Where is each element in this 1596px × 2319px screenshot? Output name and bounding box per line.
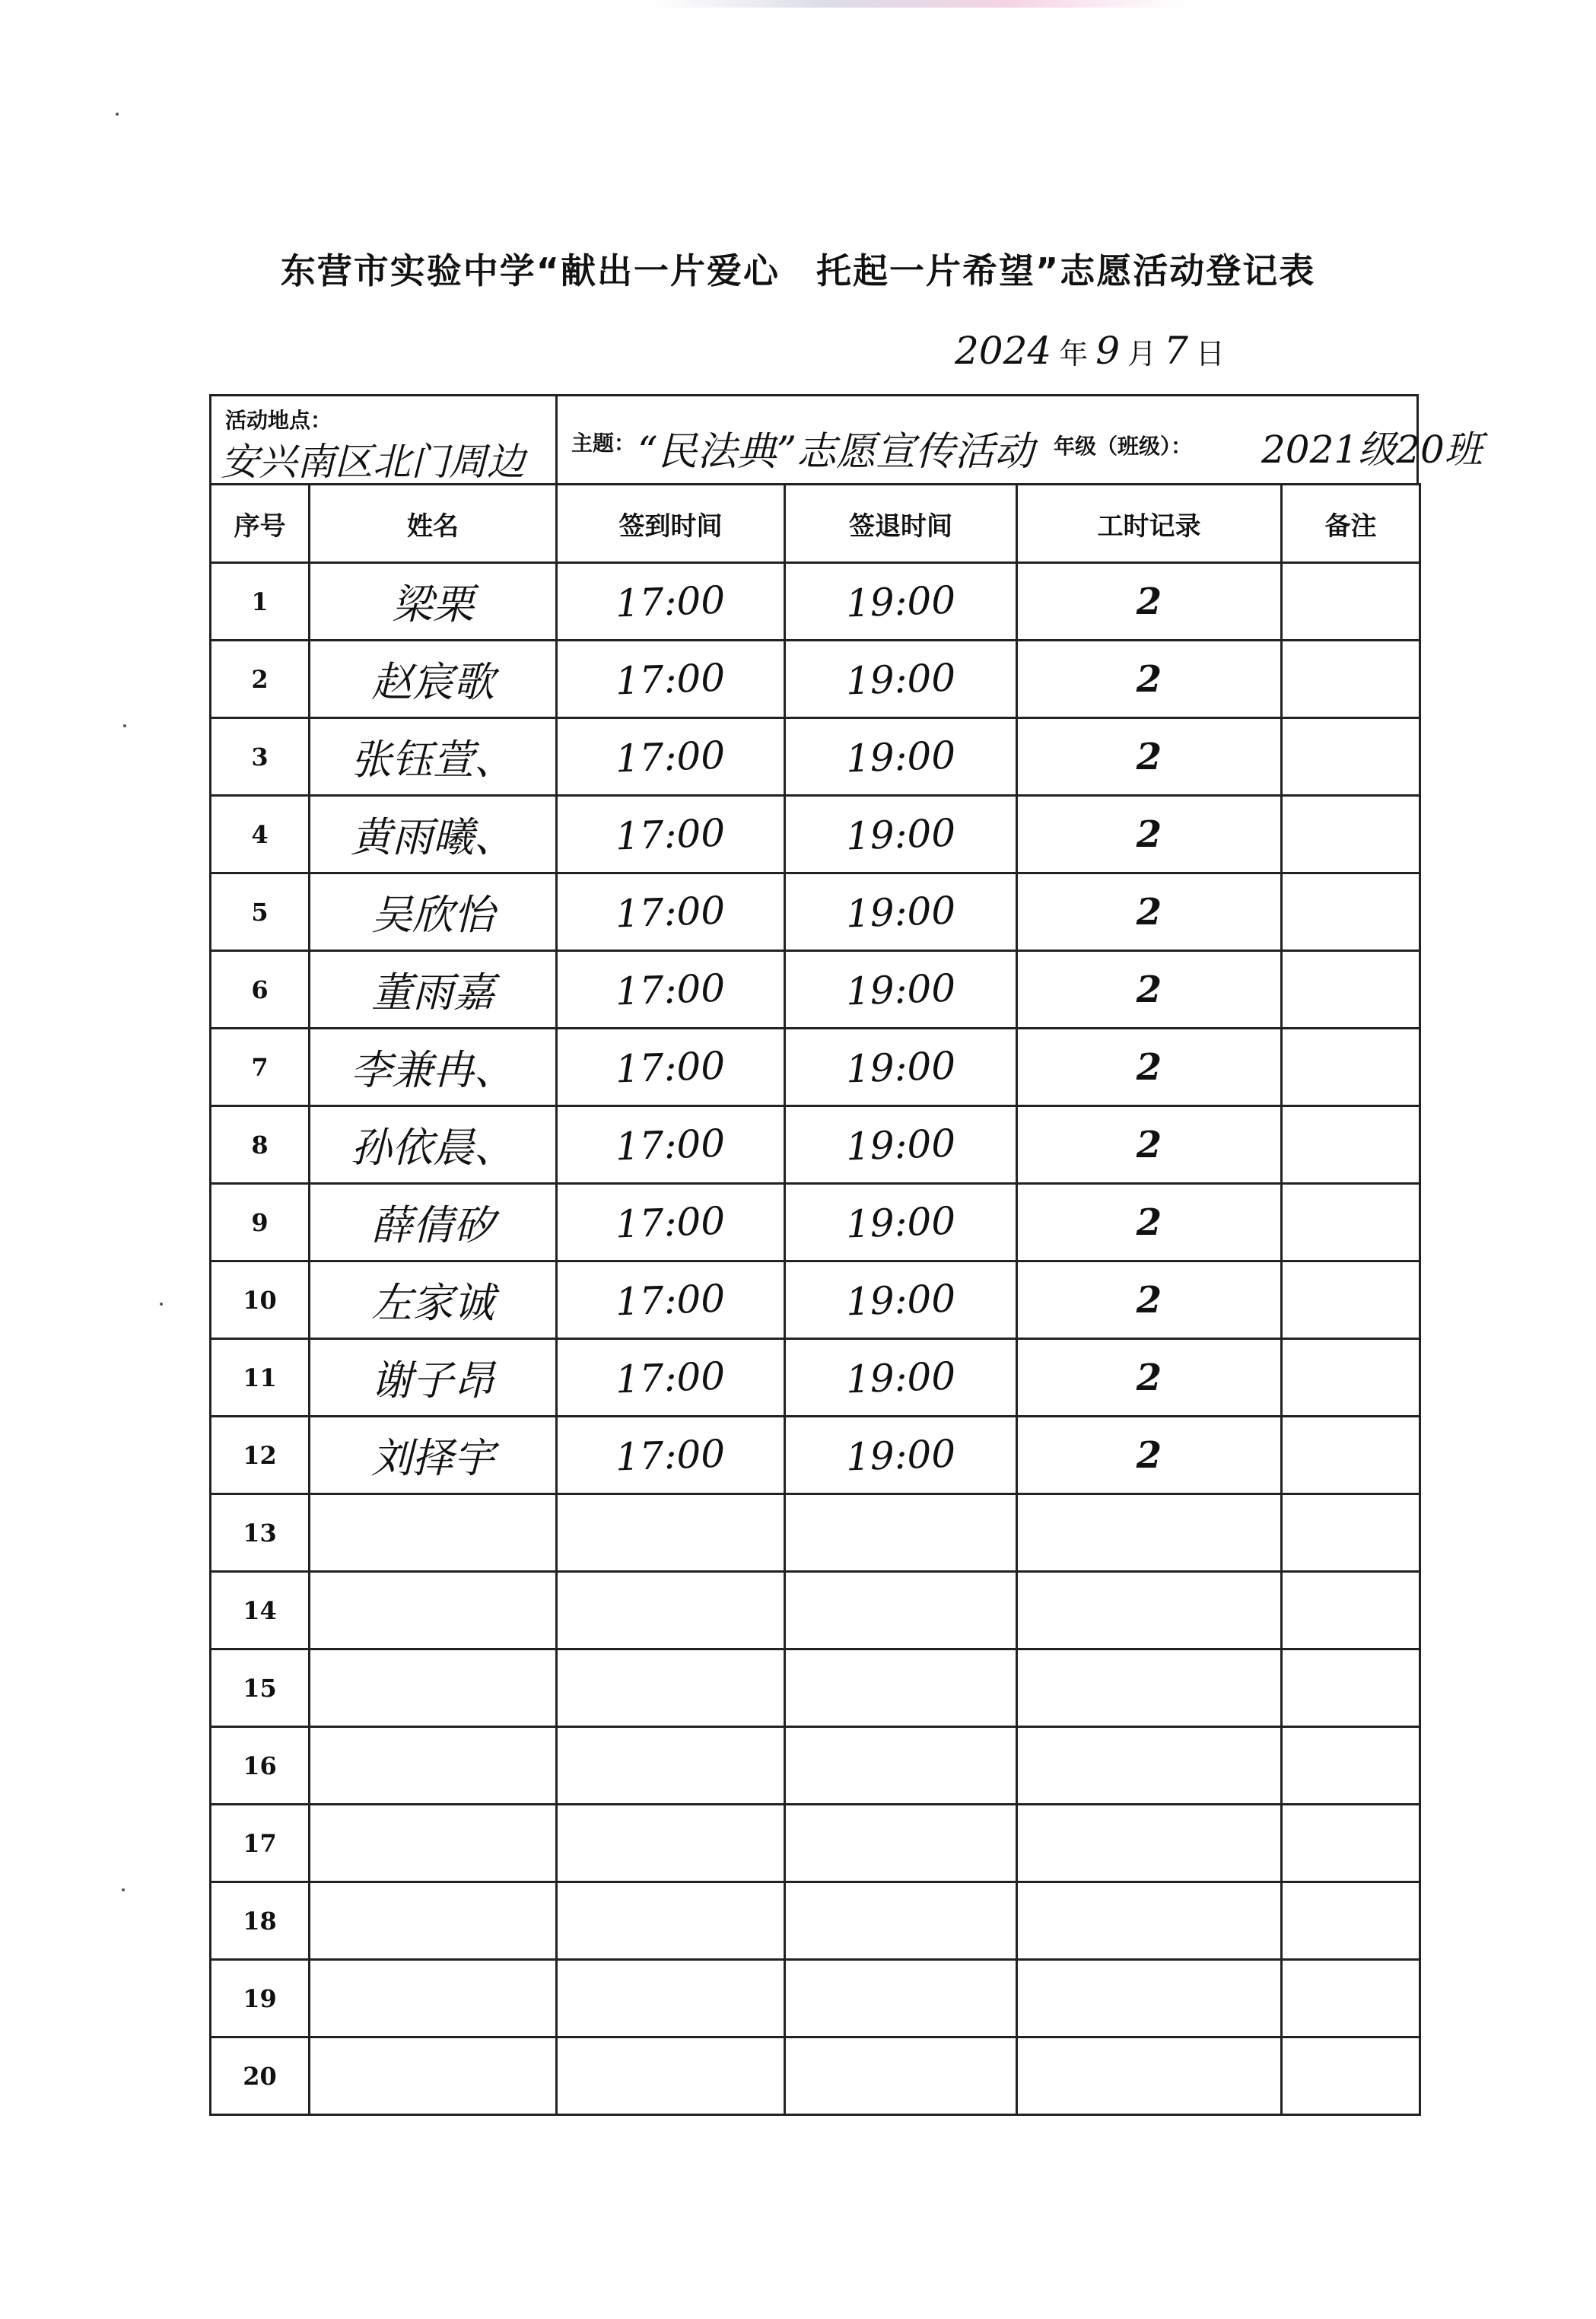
volunteer-name: 黄雨曦、 bbox=[310, 796, 557, 873]
hours-record: 2 bbox=[1017, 951, 1282, 1029]
sign-in-time bbox=[557, 563, 785, 641]
sign-in-time-text: 17:00 bbox=[615, 655, 726, 703]
sign-in-time bbox=[557, 1417, 785, 1494]
hours-record: 2 bbox=[1017, 641, 1282, 718]
sign-in-time bbox=[557, 1649, 785, 1727]
sign-out-time bbox=[785, 873, 1017, 951]
notes-cell bbox=[1282, 796, 1420, 873]
sign-out-time bbox=[785, 951, 1017, 1029]
row-number: 5 bbox=[211, 873, 310, 951]
row-number: 15 bbox=[211, 1649, 310, 1727]
row-number: 20 bbox=[211, 2037, 310, 2115]
date-month: 9 bbox=[1095, 329, 1121, 373]
sign-in-time-text: 17:00 bbox=[615, 1043, 726, 1091]
table-row bbox=[211, 1882, 1420, 1960]
sign-in-time bbox=[557, 1261, 785, 1339]
table-row bbox=[211, 951, 1420, 1029]
volunteer-name bbox=[310, 1649, 557, 1727]
table-row bbox=[211, 1572, 1420, 1649]
row-number: 9 bbox=[211, 1184, 310, 1261]
row-number: 18 bbox=[211, 1882, 310, 1960]
volunteer-name bbox=[310, 1727, 557, 1805]
sign-out-time bbox=[785, 1261, 1017, 1339]
sign-out-time bbox=[785, 718, 1017, 796]
form-date bbox=[955, 329, 1232, 373]
table-row bbox=[211, 1261, 1420, 1339]
sign-out-time-text: 19:00 bbox=[844, 965, 957, 1013]
hours-record: 2 bbox=[1017, 873, 1282, 951]
sign-in-time-text: 17:00 bbox=[615, 810, 726, 858]
row-number: 1 bbox=[211, 563, 310, 641]
location-cell bbox=[211, 396, 558, 483]
sign-out-time bbox=[785, 1339, 1017, 1417]
notes-cell bbox=[1282, 1029, 1420, 1106]
date-day: 7 bbox=[1164, 329, 1188, 373]
sign-out-time bbox=[785, 1805, 1017, 1882]
table-row bbox=[211, 2037, 1420, 2115]
sign-in-time bbox=[557, 1184, 785, 1261]
sign-out-time bbox=[785, 796, 1017, 873]
hours-record: 2 bbox=[1017, 718, 1282, 796]
hours-record bbox=[1017, 1882, 1282, 1960]
volunteer-name: 薛倩矽 bbox=[310, 1184, 557, 1261]
form-title: 东营市实验中学“献出一片爱心 托起一片希望”志愿活动登记表 bbox=[280, 250, 1316, 291]
sign-in-time bbox=[557, 718, 785, 796]
notes-cell bbox=[1282, 1572, 1420, 1649]
sign-out-time bbox=[785, 2037, 1017, 2115]
hours-record: 2 bbox=[1017, 1417, 1282, 1494]
sign-in-time-text: 17:00 bbox=[615, 1276, 726, 1324]
table-row bbox=[211, 796, 1420, 873]
hours-record bbox=[1017, 2037, 1282, 2115]
hours-record bbox=[1017, 1649, 1282, 1727]
table-row bbox=[211, 1960, 1420, 2037]
hours-record: 2 bbox=[1017, 796, 1282, 873]
sign-out-time bbox=[785, 1184, 1017, 1261]
sign-in-time bbox=[557, 1805, 785, 1882]
table-row bbox=[211, 1417, 1420, 1494]
sign-out-time-text: 19:00 bbox=[844, 655, 957, 703]
table-row bbox=[211, 1727, 1420, 1805]
hours-record: 2 bbox=[1017, 1029, 1282, 1106]
sign-in-time bbox=[557, 1960, 785, 2037]
volunteer-table bbox=[209, 483, 1421, 2116]
scan-speck bbox=[123, 724, 126, 727]
hours-record: 2 bbox=[1017, 1106, 1282, 1184]
column-header-sign-out: 签退时间 bbox=[785, 485, 1017, 563]
sign-out-time bbox=[785, 1417, 1017, 1494]
volunteer-name bbox=[310, 1882, 557, 1960]
volunteer-name: 李兼冉、 bbox=[310, 1029, 557, 1106]
volunteer-name: 左家诚 bbox=[310, 1261, 557, 1339]
sign-out-time-text: 19:00 bbox=[844, 1354, 957, 1401]
sign-in-time bbox=[557, 1727, 785, 1805]
row-number: 13 bbox=[211, 1494, 310, 1572]
notes-cell bbox=[1282, 1960, 1420, 2037]
sign-out-time-text: 19:00 bbox=[844, 1276, 957, 1324]
table-row bbox=[211, 1649, 1420, 1727]
volunteer-name bbox=[310, 2037, 557, 2115]
volunteer-name: 孙依晨、 bbox=[310, 1106, 557, 1184]
sign-out-time bbox=[785, 1106, 1017, 1184]
notes-cell bbox=[1282, 1882, 1420, 1960]
volunteer-name: 董雨嘉 bbox=[310, 951, 557, 1029]
notes-cell bbox=[1282, 1494, 1420, 1572]
notes-cell bbox=[1282, 1727, 1420, 1805]
hours-record: 2 bbox=[1017, 563, 1282, 641]
sign-in-time bbox=[557, 951, 785, 1029]
sign-in-time bbox=[557, 1494, 785, 1572]
row-number: 14 bbox=[211, 1572, 310, 1649]
row-number: 4 bbox=[211, 796, 310, 873]
date-month-unit: 月 bbox=[1127, 337, 1157, 371]
table-row bbox=[211, 1339, 1420, 1417]
sign-in-time bbox=[557, 1029, 785, 1106]
sign-in-time bbox=[557, 1106, 785, 1184]
table-row bbox=[211, 1805, 1420, 1882]
date-year: 2024 bbox=[955, 329, 1052, 373]
volunteer-name: 刘择宇 bbox=[310, 1417, 557, 1494]
sign-in-time bbox=[557, 1572, 785, 1649]
date-year-unit: 年 bbox=[1059, 337, 1089, 371]
row-number: 3 bbox=[211, 718, 310, 796]
sign-out-time-text: 19:00 bbox=[844, 733, 957, 781]
sign-out-time bbox=[785, 1882, 1017, 1960]
hours-record bbox=[1017, 1805, 1282, 1882]
sign-in-time bbox=[557, 796, 785, 873]
sign-in-time-text: 17:00 bbox=[615, 1121, 726, 1169]
table-row bbox=[211, 1494, 1420, 1572]
hours-record: 2 bbox=[1017, 1184, 1282, 1261]
sign-in-time bbox=[557, 2037, 785, 2115]
sign-in-time-text: 17:00 bbox=[615, 733, 726, 781]
sign-in-time-text: 17:00 bbox=[615, 965, 726, 1013]
volunteer-name bbox=[310, 1494, 557, 1572]
sign-in-time-text: 17:00 bbox=[615, 1354, 726, 1401]
row-number: 11 bbox=[211, 1339, 310, 1417]
row-number: 6 bbox=[211, 951, 310, 1029]
topic-value: “民法典”志愿宣传活动 bbox=[637, 429, 1035, 475]
row-number: 10 bbox=[211, 1261, 310, 1339]
notes-cell bbox=[1282, 641, 1420, 718]
sign-in-time-text: 17:00 bbox=[615, 888, 726, 936]
volunteer-name: 赵宸歌 bbox=[310, 641, 557, 718]
table-row bbox=[211, 718, 1420, 796]
sign-out-time bbox=[785, 1960, 1017, 2037]
class-label: 年级（班级）： bbox=[1054, 434, 1193, 459]
table-row bbox=[211, 1029, 1420, 1106]
scan-speck bbox=[122, 1888, 125, 1891]
hours-record bbox=[1017, 1960, 1282, 2037]
location-value: 安兴南区北门周边 bbox=[221, 440, 525, 484]
notes-cell bbox=[1282, 1805, 1420, 1882]
volunteer-name bbox=[310, 1960, 557, 2037]
hours-record bbox=[1017, 1727, 1282, 1805]
column-header-name: 姓名 bbox=[310, 485, 557, 563]
volunteer-name: 张钰萱、 bbox=[310, 718, 557, 796]
notes-cell bbox=[1282, 951, 1420, 1029]
sign-out-time bbox=[785, 1029, 1017, 1106]
volunteer-name: 吴欣怡 bbox=[310, 873, 557, 951]
sign-out-time-text: 19:00 bbox=[844, 1198, 957, 1246]
notes-cell bbox=[1282, 1261, 1420, 1339]
class-value: 2021级20班 bbox=[1261, 428, 1483, 472]
notes-cell bbox=[1282, 1417, 1420, 1494]
notes-cell bbox=[1282, 718, 1420, 796]
table-row bbox=[211, 1184, 1420, 1261]
sign-in-time-text: 17:00 bbox=[615, 1431, 726, 1479]
class-cell bbox=[1006, 396, 1483, 483]
row-number: 2 bbox=[211, 641, 310, 718]
row-number: 8 bbox=[211, 1106, 310, 1184]
sign-out-time-text: 19:00 bbox=[844, 1431, 957, 1479]
row-number: 12 bbox=[211, 1417, 310, 1494]
sign-out-time bbox=[785, 563, 1017, 641]
sign-out-time-text: 19:00 bbox=[844, 888, 957, 936]
table-row bbox=[211, 563, 1420, 641]
scan-top-smudge bbox=[654, 0, 1187, 8]
column-header-sign-in: 签到时间 bbox=[557, 485, 785, 563]
location-label: 活动地点： bbox=[225, 408, 332, 433]
notes-cell bbox=[1282, 1339, 1420, 1417]
row-number: 16 bbox=[211, 1727, 310, 1805]
notes-cell bbox=[1282, 563, 1420, 641]
row-number: 17 bbox=[211, 1805, 310, 1882]
notes-cell bbox=[1282, 873, 1420, 951]
sign-out-time-text: 19:00 bbox=[844, 810, 957, 858]
scan-speck bbox=[160, 1303, 163, 1306]
hours-record: 2 bbox=[1017, 1339, 1282, 1417]
sign-in-time bbox=[557, 1339, 785, 1417]
sign-in-time-text: 17:00 bbox=[615, 1198, 726, 1246]
notes-cell bbox=[1282, 2037, 1420, 2115]
registration-sheet bbox=[209, 394, 1483, 2098]
notes-cell bbox=[1282, 1184, 1420, 1261]
sign-in-time bbox=[557, 873, 785, 951]
notes-cell bbox=[1282, 1649, 1420, 1727]
table-header-row bbox=[211, 485, 1420, 563]
scan-speck bbox=[116, 113, 119, 116]
volunteer-name: 谢子昂 bbox=[310, 1339, 557, 1417]
row-number: 7 bbox=[211, 1029, 310, 1106]
sign-out-time-text: 19:00 bbox=[844, 1121, 957, 1169]
sign-out-time-text: 19:00 bbox=[844, 577, 957, 625]
sign-in-time bbox=[557, 1882, 785, 1960]
topic-label: 主题： bbox=[571, 431, 636, 456]
hours-record bbox=[1017, 1572, 1282, 1649]
sign-out-time bbox=[785, 641, 1017, 718]
volunteer-name: 梁栗 bbox=[310, 563, 557, 641]
column-header-no: 序号 bbox=[211, 485, 310, 563]
date-day-unit: 日 bbox=[1195, 337, 1225, 371]
column-header-hours: 工时记录 bbox=[1017, 485, 1282, 563]
topic-cell bbox=[558, 396, 1035, 483]
table-row bbox=[211, 1106, 1420, 1184]
row-number: 19 bbox=[211, 1960, 310, 2037]
sign-out-time-text: 19:00 bbox=[844, 1043, 957, 1091]
volunteer-name bbox=[310, 1805, 557, 1882]
sign-in-time bbox=[557, 641, 785, 718]
sign-out-time bbox=[785, 1727, 1017, 1805]
table-row bbox=[211, 641, 1420, 718]
notes-cell bbox=[1282, 1106, 1420, 1184]
sign-out-time bbox=[785, 1494, 1017, 1572]
sign-in-time-text: 17:00 bbox=[615, 577, 726, 625]
hours-record bbox=[1017, 1494, 1282, 1572]
sign-out-time bbox=[785, 1572, 1017, 1649]
hours-record: 2 bbox=[1017, 1261, 1282, 1339]
activity-info-row bbox=[209, 394, 1483, 485]
volunteer-name bbox=[310, 1572, 557, 1649]
table-row bbox=[211, 873, 1420, 951]
column-header-notes: 备注 bbox=[1282, 485, 1420, 563]
sign-out-time bbox=[785, 1649, 1017, 1727]
